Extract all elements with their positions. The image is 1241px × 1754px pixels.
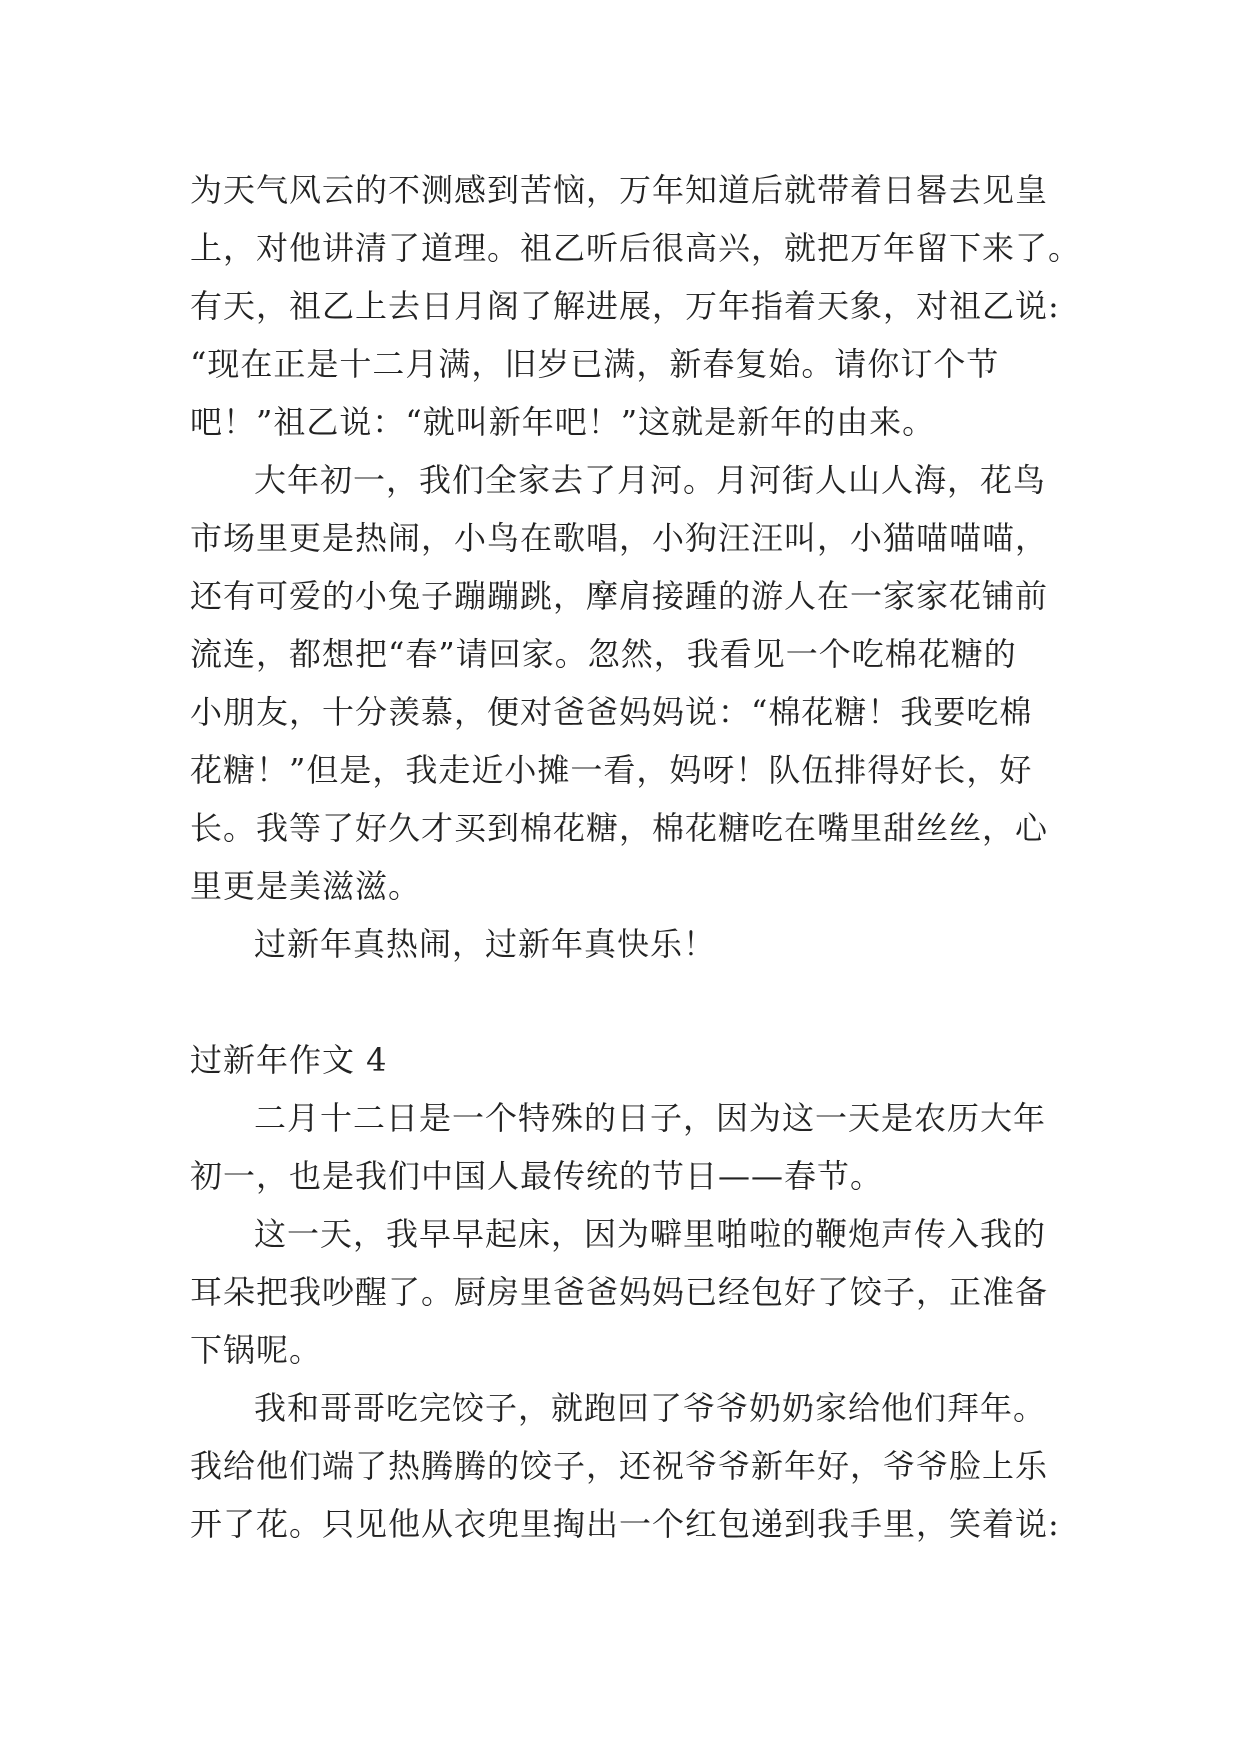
section-heading: 过新年作文 4 [190,1041,388,1079]
text-line: 流连，都想把“春”请回家。忽然，我看见一个吃棉花糖的 [190,635,1017,673]
text-line: 这一天，我早早起床，因为噼里啪啦的鞭炮声传入我的 [254,1215,1047,1253]
text-line: 里更是美滋滋。 [190,867,422,905]
text-line: 大年初一，我们全家去了月河。月河街人山人海，花鸟 [254,461,1047,499]
text-line: 初一，也是我们中国人最传统的节日——春节。 [190,1157,884,1195]
text-line: 小朋友，十分羡慕，便对爸爸妈妈说：“棉花糖！我要吃棉 [190,693,1033,731]
text-line: 长。我等了好久才买到棉花糖，棉花糖吃在嘴里甜丝丝，心 [190,809,1049,847]
text-line: 有天，祖乙上去日月阁了解进展，万年指着天象，对祖乙说: [190,287,1060,325]
text-line: 我给他们端了热腾腾的饺子，还祝爷爷新年好，爷爷脸上乐 [190,1447,1049,1485]
text-line: 开了花。只见他从衣兜里掏出一个红包递到我手里，笑着说: [190,1505,1060,1543]
text-line: 二月十二日是一个特殊的日子，因为这一天是农历大年 [254,1099,1047,1137]
text-line: 我和哥哥吃完饺子，就跑回了爷爷奶奶家给他们拜年。 [254,1389,1047,1427]
text-line: 市场里更是热闹，小鸟在歌唱，小狗汪汪叫，小猫喵喵喵， [190,519,1049,557]
text-line: 下锅呢。 [190,1331,323,1369]
text-line: 耳朵把我吵醒了。厨房里爸爸妈妈已经包好了饺子，正准备 [190,1273,1049,1311]
text-line: 过新年真热闹，过新年真快乐！ [254,925,717,963]
text-line: 还有可爱的小兔子蹦蹦跳，摩肩接踵的游人在一家家花铺前 [190,577,1049,615]
text-line: “现在正是十二月满，旧岁已满，新春复始。请你订个节 [190,345,1000,383]
text-line: 上，对他讲清了道理。祖乙听后很高兴，就把万年留下来了。 [190,229,1082,267]
text-line: 吧！”祖乙说：“就叫新年吧！”这就是新年的由来。 [190,403,936,441]
text-line: 为天气风云的不测感到苦恼，万年知道后就带着日晷去见皇 [190,171,1049,209]
text-line: 花糖！”但是，我走近小摊一看，妈呀！队伍排得好长，好 [190,751,1033,789]
